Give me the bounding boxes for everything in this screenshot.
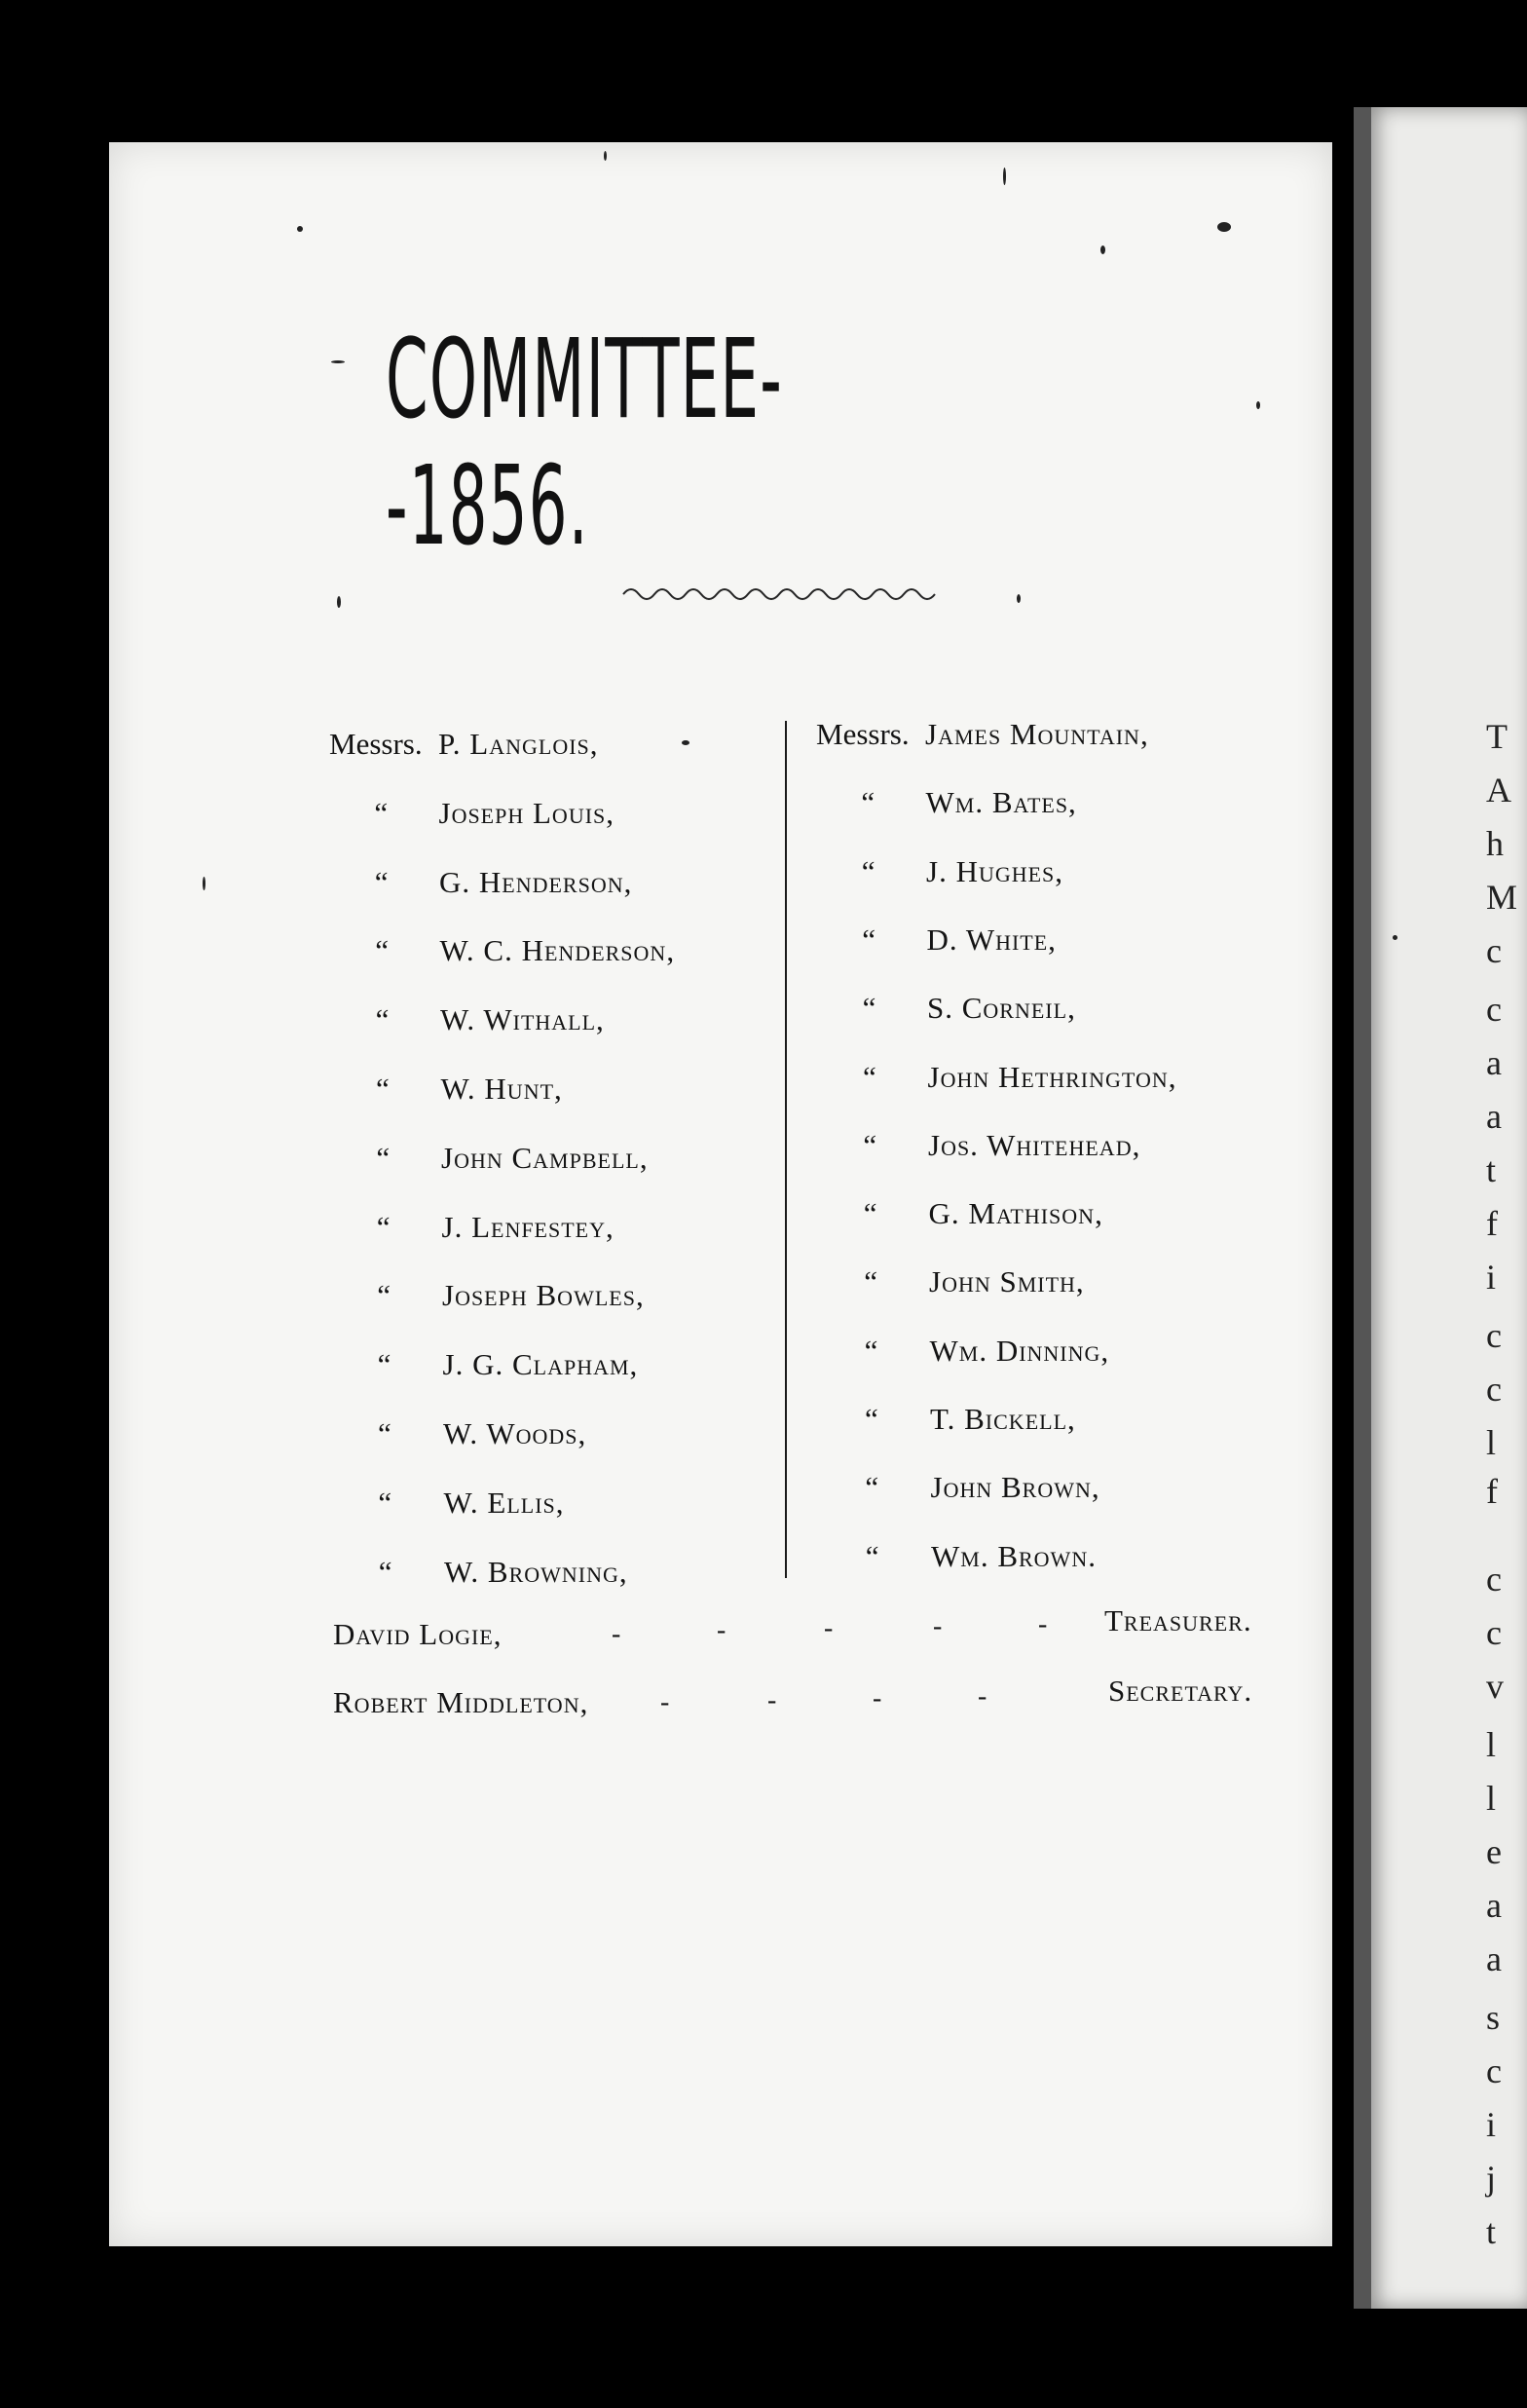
committee-member-name: Jos. Whitehead, (928, 1127, 1141, 1162)
committee-member-name: John Campbell, (441, 1140, 649, 1175)
committee-member-name: W. Browning, (444, 1554, 628, 1589)
page-title: COMMITTEE--1856. (386, 317, 783, 571)
committee-member-name: Wm. Dinning, (929, 1333, 1110, 1368)
ditto-mark: “ (864, 1264, 877, 1299)
scan-speck (337, 596, 341, 608)
scan-speck (297, 226, 303, 232)
scan-speck (203, 877, 205, 890)
ditto-mark: “ (865, 1402, 878, 1436)
ditto-mark: “ (378, 1485, 392, 1520)
ditto-mark: “ (861, 853, 875, 888)
committee-member-name: Wm. Bates, (925, 785, 1077, 820)
scan-speck (1217, 222, 1231, 232)
ditto-mark: “ (865, 1470, 879, 1505)
committee-member-name: John Hethrington, (927, 1059, 1177, 1094)
ditto-mark: “ (863, 1059, 876, 1094)
ditto-mark: “ (861, 785, 875, 820)
messrs-prefix: Messrs. (329, 727, 423, 761)
ditto-mark: “ (378, 1554, 392, 1589)
leader-dash: - (1038, 1609, 1048, 1639)
facing-page-edge: T A h M c c a a t f i c c l f c c v l l e a a s c i j t (1354, 107, 1527, 2309)
ditto-mark: “ (378, 1416, 391, 1450)
committee-member-name: W. Woods, (443, 1416, 587, 1450)
ditto-mark: “ (375, 1002, 390, 1037)
ditto-mark: “ (374, 864, 389, 899)
leader-dash: - (978, 1681, 987, 1712)
committee-member-name: John Brown, (930, 1470, 1100, 1505)
ditto-mark: “ (377, 1347, 391, 1382)
committee-member-name: Joseph Louis, (438, 795, 615, 830)
committee-member-name: James Mountain, (925, 717, 1149, 751)
ditto-mark: “ (862, 991, 876, 1026)
leader-dash: - (767, 1685, 777, 1715)
committee-member-name: T. Bickell, (930, 1402, 1076, 1436)
leader-dash: - (824, 1613, 834, 1643)
secretary-role: Secretary. (1108, 1674, 1253, 1708)
scan-speck (682, 740, 689, 745)
messrs-prefix: Messrs. (816, 717, 910, 751)
committee-member-name: G. Mathison, (928, 1196, 1103, 1231)
leader-dash: - (717, 1615, 726, 1645)
committee-member-name: D. White, (926, 922, 1057, 957)
committee-member-name: G. Henderson, (439, 864, 633, 899)
committee-member-name: S. Corneil, (927, 991, 1076, 1026)
secretary-name: Robert Middleton, (333, 1685, 589, 1719)
leader-dash: - (660, 1687, 670, 1717)
leader-dash: - (612, 1619, 621, 1649)
treasurer-name: David Logie, (333, 1617, 503, 1651)
committee-member-name: J. G. Clapham, (442, 1347, 639, 1382)
committee-member-name: Joseph Bowles, (442, 1278, 645, 1313)
scan-speck (1003, 168, 1006, 185)
ditto-mark: “ (376, 1209, 391, 1244)
scan-speck (1017, 594, 1021, 603)
treasurer-role: Treasurer. (1104, 1603, 1252, 1637)
leader-dash: - (933, 1611, 943, 1641)
scan-speck (1256, 401, 1260, 409)
ditto-mark: “ (375, 933, 389, 968)
committee-member-name: Wm. Brown. (931, 1538, 1097, 1573)
ditto-mark: “ (865, 1538, 879, 1573)
committee-member-name: W. Ellis, (443, 1485, 565, 1520)
ditto-mark: “ (863, 1127, 877, 1162)
ditto-mark: “ (376, 1072, 390, 1106)
ditto-mark: “ (864, 1333, 878, 1368)
ditto-mark: “ (374, 795, 389, 830)
committee-member-name: W. Hunt, (440, 1072, 563, 1106)
scan-speck (604, 151, 607, 161)
wavy-rule-ornament (623, 580, 945, 609)
ditto-mark: “ (863, 1196, 877, 1231)
ditto-mark: “ (377, 1278, 391, 1313)
leader-dash: - (873, 1683, 882, 1713)
column-divider (785, 721, 787, 1578)
committee-member-name: W. Withall, (440, 1002, 605, 1037)
committee-member-name: J. Lenfestey, (441, 1209, 615, 1244)
committee-member-name: P. Langlois, (438, 727, 599, 761)
committee-member-name: J. Hughes, (926, 853, 1064, 888)
ditto-mark: “ (376, 1140, 391, 1175)
committee-member-name: John Smith, (929, 1264, 1085, 1299)
scan-speck (1100, 245, 1105, 254)
committee-member-name: W. C. Henderson, (439, 933, 676, 968)
scan-speck (331, 360, 345, 363)
ditto-mark: “ (862, 922, 875, 957)
scan-speck (1393, 935, 1397, 940)
